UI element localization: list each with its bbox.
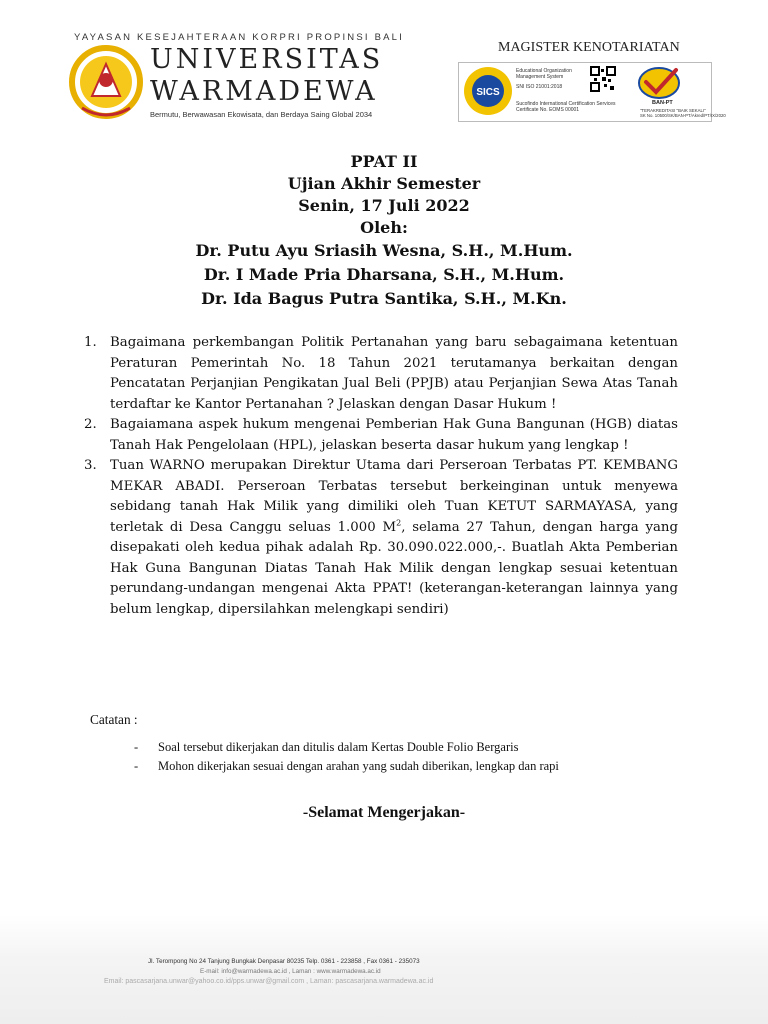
examiners-heading: Oleh:: [360, 218, 408, 237]
footer-band: [0, 915, 768, 1024]
question-text: [110, 458, 678, 617]
note-item: Mohon dikerjakan sesuai dengan arahan yang sudah diberikan, lengkap dan rapi: [158, 759, 559, 773]
question-number: 2.: [84, 417, 97, 432]
cert-line-4: Sucofindo International Certification Services: [516, 101, 616, 107]
question-item: [84, 333, 678, 415]
question-text: Bagaiamana aspek hukum mengenai Pemberian Hak Guna Bangunan (HGB) diatas Tanah Hak Pengelolaan (HPL), jelaskan beserta dasar hukum yang lengkap !: [110, 417, 678, 453]
closing-message: -Selamat Mengerjakan-: [302, 804, 466, 821]
exam-type: Ujian Akhir Semester: [287, 174, 481, 193]
question-text: Bagaimana perkembangan Politik Pertanahan yang baru sebagaimana ketentuan Peraturan Pemerintah No. 18 Tahun 2021 terutamanya berkaitan dengan Pencatatan Perjanjian Pengikatan Jual Beli (PPJB) atau Perjanjian Sewa Atas Tanah terdaftar ke Kantor Pertanahan ? Jelaskan dengan Dasar Hukum !: [110, 335, 678, 412]
university-name-line1: UNIVERSITAS: [150, 44, 384, 75]
svg-text:SICS: SICS: [476, 87, 500, 98]
cert-line-5: Certificate No. EOMS 00001: [516, 107, 580, 113]
foundation-name: YAYASAN KESEJAHTERAAN KORPRI PROPINSI BALI: [74, 32, 404, 43]
ban-pt-note-line1: "TERAKREDITASI "BAIK SEKALI": [640, 108, 706, 113]
exam-date: Senin, 17 Juli 2022: [298, 196, 470, 215]
sics-certification-logo-icon: [462, 65, 514, 117]
examiner-name: Dr. Ida Bagus Putra Santika, S.H., M.Kn.: [201, 289, 567, 308]
exam-course: PPAT II: [350, 152, 418, 171]
university-logo-icon: [68, 44, 144, 122]
program-name: MAGISTER KENOTARIATAN: [498, 40, 680, 55]
question-number: 1.: [84, 335, 97, 350]
question-text-part2: , selama 27 Tahun, dengan harga yang disepakati oleh kedua pihak adalah Rp. 30.090.022.000,-. Buatlah Akta Pemberian Hak Guna Bangunan Diatas Tanah Hak Milik dengan lengkap sesuai ketentuan perundang-undangan mengenai Akta PPAT! (keterangan-keterangan lainnya yang belum lengkap, dipersilahkan melengkapi sendiri): [110, 519, 678, 617]
note-bullet: -: [134, 759, 139, 773]
question-item: [84, 456, 678, 620]
footer-address: Jl. Terompong No 24 Tanjung Bungkak Denpasar 80235 Telp. 0361 - 223858 , Fax 0361 - 235073: [148, 958, 420, 965]
cert-line-1: Educational Organization: [516, 68, 572, 74]
examiner-name: Dr. Putu Ayu Sriasih Wesna, S.H., M.Hum.: [195, 241, 573, 260]
ban-pt-label: BAN-PT: [652, 100, 673, 106]
cert-line-2: Management System: [516, 74, 564, 80]
question-text-part1: Tuan WARNO merupakan Direktur Utama dari Perseroan Terbatas PT. KEMBANG MEKAR ABADI. Perseroan Terbatas tersebut berkeinginan untuk menyewa sebidang tanah Hak Milik yang dimiliki oleh Tuan KETUT SARMAYASA, yang terletak di Desa Canggu seluas 1.000 M: [110, 458, 678, 535]
footer-email-line1: E-mail: info@warmadewa.ac.id , Laman : www.warmadewa.ac.id: [200, 968, 381, 975]
question-list: [84, 333, 678, 620]
cert-line-3: SNI ISO 21001:2018: [516, 84, 563, 90]
ban-pt-note: [640, 108, 726, 118]
ban-pt-note-line2: SK No. 10500/SK/BAN-PT/Akred/PT/IX/2020: [640, 113, 726, 118]
examiner-name: Dr. I Made Pria Dharsana, S.H., M.Hum.: [203, 265, 565, 284]
university-motto: Bermutu, Berwawasan Ekowisata, dan Berdaya Saing Global 2034: [150, 110, 373, 119]
university-name-line2: WARMADEWA: [150, 76, 378, 107]
notes-label: Catatan :: [90, 712, 138, 727]
note-bullet: -: [134, 740, 139, 754]
qr-code-icon: [590, 66, 616, 92]
note-item: Soal tersebut dikerjakan dan ditulis dalam Kertas Double Folio Bergaris: [158, 740, 519, 754]
ban-pt-logo-icon: [632, 64, 686, 102]
question-number: 3.: [84, 458, 97, 473]
superscript: 2: [396, 518, 402, 528]
footer-email-line2: Email: pascasarjana.unwar@yahoo.co.id/pps.unwar@gmail.com , Laman: pascasarjana.warmadewa.ac.id: [104, 978, 434, 985]
question-item: [84, 415, 678, 456]
